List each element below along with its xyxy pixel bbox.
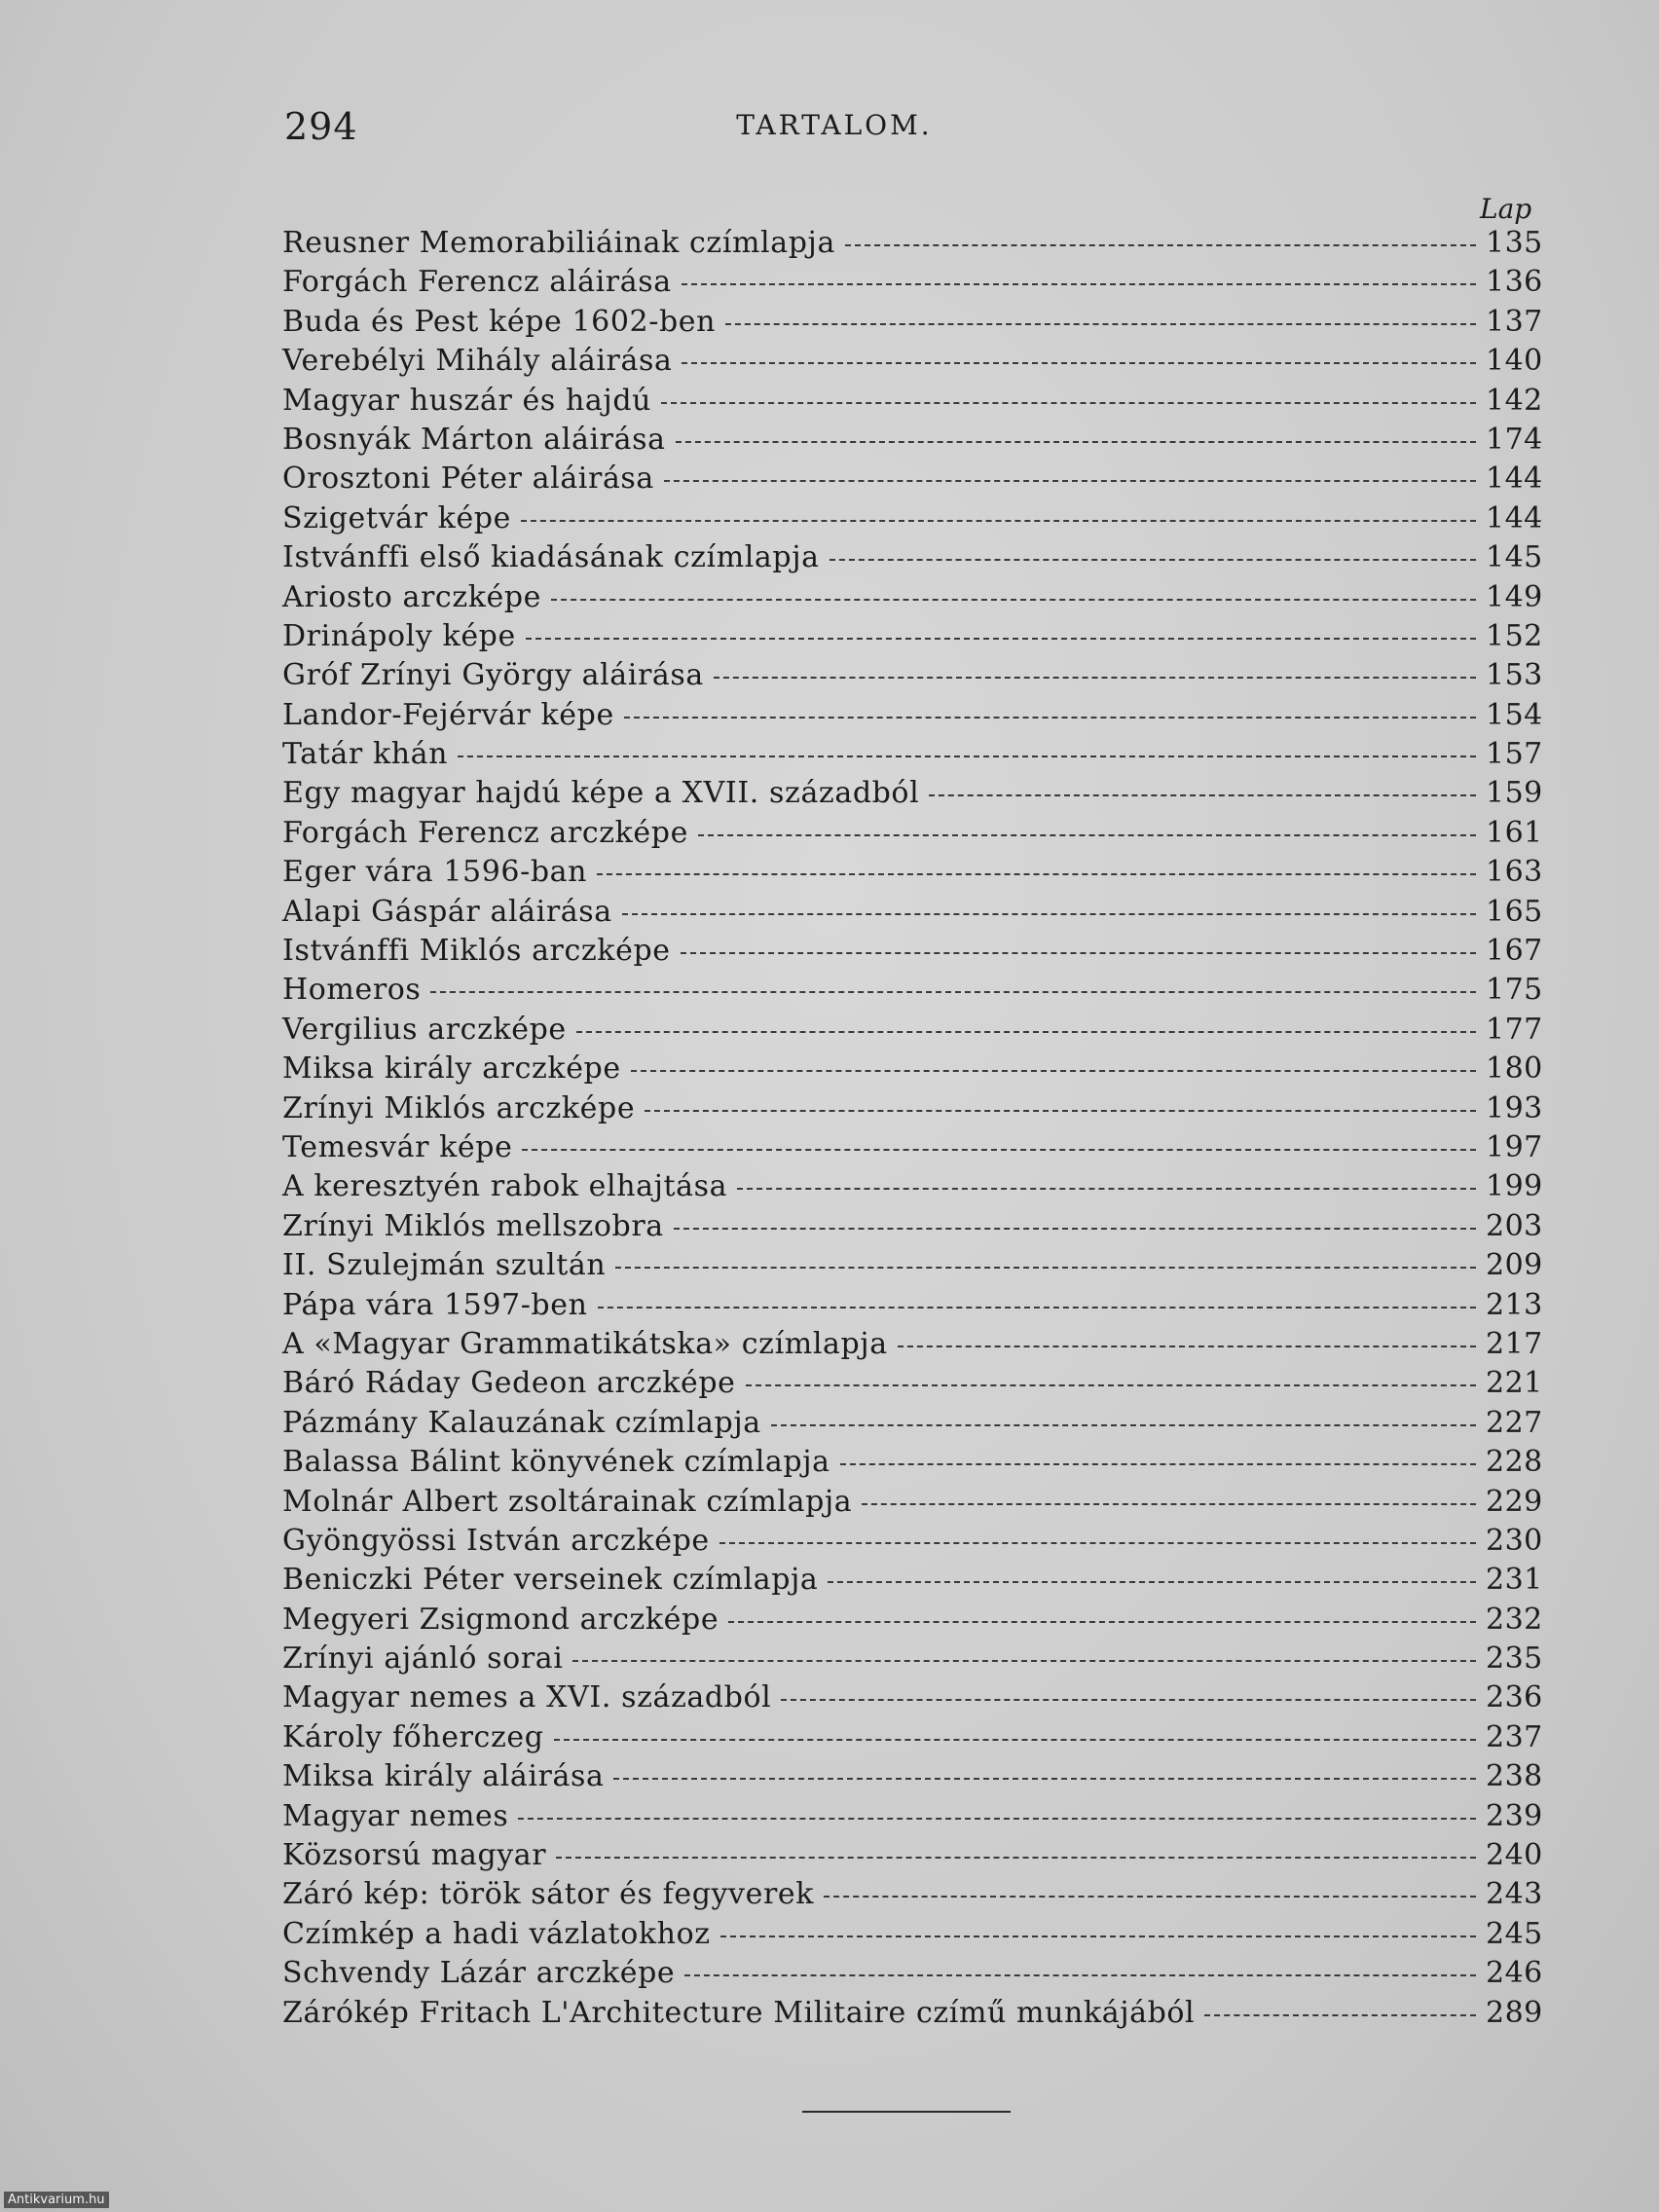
- toc-entry-page: 243: [1486, 1877, 1543, 1912]
- dot-leader: [828, 1581, 1476, 1583]
- toc-entry-title: Zrínyi Miklós mellszobra: [282, 1208, 664, 1243]
- dot-leader: [725, 323, 1476, 325]
- dot-leader: [728, 1621, 1476, 1623]
- toc-entry-title: Buda és Pest képe 1602-ben: [282, 304, 717, 339]
- toc-entry-title: Gróf Zrínyi György aláirása: [282, 658, 704, 693]
- toc-entry-page: 152: [1486, 618, 1543, 653]
- toc-entry-title: Vergilius arczképe: [282, 1012, 567, 1047]
- toc-entry-page: 238: [1486, 1759, 1543, 1794]
- toc-entry-title: Magyar nemes: [282, 1798, 509, 1833]
- toc-entry-page: 136: [1486, 265, 1543, 300]
- toc-entry: [282, 1875, 1543, 1914]
- dot-leader: [556, 1857, 1476, 1859]
- dot-leader: [631, 1070, 1476, 1072]
- toc-entry-title: Zrínyi Miklós arczképe: [282, 1090, 636, 1125]
- toc-entry: [282, 382, 1543, 421]
- dot-leader: [929, 794, 1476, 796]
- toc-entry: [282, 1443, 1543, 1482]
- toc-entry-title: Temesvár képe: [282, 1129, 513, 1164]
- toc-entry: [282, 1483, 1543, 1522]
- toc-entry: [282, 656, 1543, 695]
- dot-leader: [622, 913, 1476, 915]
- toc-entry: [282, 1167, 1543, 1206]
- toc-entry: [282, 971, 1543, 1010]
- dot-leader: [682, 362, 1476, 364]
- toc-entry-page: 149: [1486, 579, 1543, 614]
- toc-entry: [282, 1286, 1543, 1325]
- dot-leader: [661, 402, 1476, 404]
- toc-entry-title: Reusner Memorabiliáinak czímlapja: [282, 226, 835, 260]
- toc-entry-title: Alapi Gáspár aláirása: [282, 894, 612, 929]
- dot-leader: [572, 1660, 1476, 1662]
- dot-leader: [551, 599, 1476, 601]
- toc-entry-title: Balassa Bálint könyvének czímlapja: [282, 1445, 830, 1480]
- dot-leader: [681, 952, 1476, 954]
- toc-entry: [282, 1561, 1543, 1600]
- dot-leader: [518, 1818, 1476, 1820]
- dot-leader: [1204, 2014, 1476, 2016]
- toc-entry-page: 144: [1486, 461, 1543, 497]
- dot-leader: [526, 638, 1476, 640]
- toc-entry: [282, 1207, 1543, 1246]
- dot-leader: [824, 1896, 1476, 1898]
- dot-leader: [781, 1699, 1476, 1701]
- toc-entry: [282, 893, 1543, 932]
- toc-entry-title: Forgách Ferencz arczképe: [282, 815, 688, 850]
- toc-entry-page: 221: [1486, 1366, 1543, 1401]
- toc-entry: [282, 578, 1543, 617]
- toc-entry: [282, 735, 1543, 774]
- toc-entry: [282, 1325, 1543, 1364]
- toc-entry-page: 177: [1486, 1012, 1543, 1047]
- toc-entry-page: 217: [1486, 1326, 1543, 1361]
- toc-entry: [282, 460, 1543, 498]
- toc-entry: [282, 1836, 1543, 1875]
- toc-entry-title: A keresztyén rabok elhajtása: [282, 1169, 728, 1204]
- toc-entry-page: 235: [1486, 1641, 1543, 1677]
- toc-entry: [282, 1011, 1543, 1050]
- dot-leader: [840, 1463, 1476, 1465]
- dot-leader: [458, 756, 1476, 757]
- toc-entry-page: 145: [1486, 540, 1543, 575]
- toc-entry-page: 289: [1486, 1995, 1543, 2030]
- toc-entry-title: Molnár Albert zsoltárainak czímlapja: [282, 1484, 853, 1519]
- toc-entry-page: 180: [1486, 1051, 1543, 1087]
- dot-leader: [720, 1936, 1476, 1937]
- toc-entry: [282, 303, 1543, 342]
- toc-entry-page: 230: [1486, 1523, 1543, 1558]
- toc-entry-title: Homeros: [282, 973, 422, 1008]
- toc-entry-title: Ariosto arczképe: [282, 579, 542, 614]
- dot-leader: [598, 1307, 1476, 1309]
- toc-entry-title: Gyöngyössi István arczképe: [282, 1523, 710, 1558]
- dot-leader: [522, 1149, 1476, 1151]
- toc-entry-title: Pápa vára 1597-ben: [282, 1287, 588, 1322]
- toc-entry-page: 228: [1486, 1445, 1543, 1480]
- toc-entry: [282, 1678, 1543, 1717]
- dot-leader: [676, 441, 1476, 443]
- toc-entry-title: Drinápoly képe: [282, 618, 516, 653]
- toc-entry-title: Zrínyi ajánló sorai: [282, 1641, 564, 1677]
- toc-entry-page: 135: [1486, 226, 1543, 260]
- toc-entry-title: Czímkép a hadi vázlatokhoz: [282, 1916, 711, 1951]
- dot-leader: [521, 520, 1476, 522]
- toc-entry-page: 142: [1486, 383, 1543, 418]
- toc-entry-page: 213: [1486, 1287, 1543, 1322]
- toc-entry: [282, 1757, 1543, 1796]
- toc-entry-title: Tatár khán: [282, 737, 449, 772]
- toc-entry-title: Záró kép: török sátor és fegyverek: [282, 1877, 815, 1912]
- end-rule: [802, 2111, 1011, 2113]
- dot-leader: [674, 1228, 1476, 1230]
- toc-entry: [282, 1089, 1543, 1128]
- toc-entry-page: 144: [1486, 500, 1543, 535]
- toc-entry-page: 163: [1486, 855, 1543, 890]
- toc-entry-page: 209: [1486, 1248, 1543, 1283]
- toc-entry-title: Verebélyi Mihály aláirása: [282, 344, 673, 379]
- toc-entry-page: 159: [1486, 776, 1543, 811]
- toc-entry-page: 165: [1486, 894, 1543, 929]
- toc-entry-page: 161: [1486, 815, 1543, 850]
- dot-leader: [615, 1267, 1476, 1269]
- toc-entry-title: Landor-Fejérvár képe: [282, 697, 614, 732]
- dot-leader: [862, 1503, 1476, 1505]
- toc-entry: [282, 421, 1543, 460]
- toc-entry: [282, 1994, 1543, 2033]
- toc-entry-page: 140: [1486, 344, 1543, 379]
- toc-entry: [282, 342, 1543, 381]
- toc-entry-title: A «Magyar Grammatikátska» czímlapja: [282, 1326, 888, 1361]
- toc-entry-title: Magyar nemes a XVI. századból: [282, 1680, 772, 1715]
- toc-entry-title: Istvánffi első kiadásának czímlapja: [282, 540, 820, 575]
- toc-entry: [282, 263, 1543, 302]
- toc-entry-title: Miksa király aláirása: [282, 1759, 605, 1794]
- toc-entry: [282, 774, 1543, 813]
- toc-entry-page: 240: [1486, 1838, 1543, 1873]
- dot-leader: [719, 1542, 1476, 1544]
- dot-leader: [830, 559, 1476, 561]
- toc-entry-title: Magyar huszár és hajdú: [282, 383, 652, 418]
- toc-entry: [282, 1915, 1543, 1954]
- toc-entry-title: Forgách Ferencz aláirása: [282, 265, 672, 300]
- toc-entry-page: 229: [1486, 1484, 1543, 1519]
- dot-leader: [682, 283, 1476, 285]
- dot-leader: [576, 1031, 1476, 1033]
- toc-entry: [282, 1640, 1543, 1678]
- watermark: Antikvarium.hu: [4, 2192, 109, 2208]
- dot-leader: [714, 677, 1476, 679]
- toc-entry-title: Zárókép Fritach L'Architecture Militaire czímű munkájából: [282, 1995, 1196, 2030]
- toc-entry-page: 153: [1486, 658, 1543, 693]
- toc-entry-page: 227: [1486, 1405, 1543, 1440]
- dot-leader: [645, 1110, 1476, 1112]
- dot-leader: [898, 1346, 1476, 1347]
- toc-entry-page: 157: [1486, 737, 1543, 772]
- toc-entry-page: 239: [1486, 1798, 1543, 1833]
- toc-entry-title: II. Szulejmán szultán: [282, 1248, 607, 1283]
- toc-entry-title: Báró Ráday Gedeon arczképe: [282, 1366, 736, 1401]
- toc-entry: [282, 1718, 1543, 1757]
- toc-entry: [282, 1522, 1543, 1561]
- toc-entry: [282, 932, 1543, 971]
- toc-entry-page: 236: [1486, 1680, 1543, 1715]
- toc-entry: [282, 1050, 1543, 1088]
- toc-entry: [282, 1128, 1543, 1167]
- toc-entry-page: 154: [1486, 697, 1543, 732]
- toc-entry-title: Károly főherczeg: [282, 1719, 544, 1754]
- toc-entry-title: Schvendy Lázár arczképe: [282, 1956, 676, 1991]
- toc-entry-page: 175: [1486, 973, 1543, 1008]
- toc-entry-title: Miksa király arczképe: [282, 1051, 621, 1087]
- page-number: 294: [284, 105, 358, 148]
- toc-entry-page: 232: [1486, 1602, 1543, 1637]
- running-title: TARTALOM.: [736, 109, 933, 141]
- toc-entry-page: 167: [1486, 934, 1543, 969]
- dot-leader: [664, 480, 1476, 482]
- toc-entry-page: 237: [1486, 1719, 1543, 1754]
- page-column-label: Lap: [1480, 193, 1532, 225]
- toc-entry: [282, 1364, 1543, 1403]
- toc-entry-title: Istvánffi Miklós arczképe: [282, 934, 671, 969]
- dot-leader: [613, 1778, 1476, 1780]
- dot-leader: [746, 1384, 1476, 1386]
- toc-entry-page: 174: [1486, 422, 1543, 457]
- toc-entry: [282, 1797, 1543, 1836]
- toc-entry-title: Pázmány Kalauzának czímlapja: [282, 1405, 761, 1440]
- table-of-contents: [282, 224, 1543, 2033]
- toc-entry: [282, 1246, 1543, 1285]
- toc-entry-title: Beniczki Péter verseinek czímlapja: [282, 1563, 819, 1598]
- toc-entry-page: 197: [1486, 1129, 1543, 1164]
- toc-entry-page: 193: [1486, 1090, 1543, 1125]
- dot-leader: [737, 1188, 1476, 1190]
- toc-entry-title: Bosnyák Márton aláirása: [282, 422, 666, 457]
- toc-entry-page: 203: [1486, 1208, 1543, 1243]
- toc-entry-title: Közsorsú magyar: [282, 1838, 547, 1873]
- toc-entry: [282, 499, 1543, 538]
- toc-entry: [282, 1404, 1543, 1443]
- toc-entry: [282, 538, 1543, 577]
- toc-entry-title: Szigetvár képe: [282, 500, 511, 535]
- dot-leader: [554, 1739, 1476, 1741]
- toc-entry: [282, 224, 1543, 263]
- dot-leader: [624, 717, 1476, 719]
- dot-leader: [771, 1424, 1476, 1426]
- toc-entry-title: Egy magyar hajdú képe a XVII. századból: [282, 776, 920, 811]
- toc-entry-page: 199: [1486, 1169, 1543, 1204]
- toc-entry: [282, 814, 1543, 853]
- dot-leader: [845, 244, 1476, 246]
- toc-entry-title: Megyeri Zsigmond arczképe: [282, 1602, 719, 1637]
- toc-entry: [282, 853, 1543, 892]
- toc-entry-title: Eger vára 1596-ban: [282, 855, 588, 890]
- dot-leader: [684, 1974, 1476, 1976]
- toc-entry-page: 245: [1486, 1916, 1543, 1951]
- dot-leader: [430, 991, 1476, 993]
- toc-entry: [282, 1954, 1543, 1993]
- toc-entry-title: Orosztoni Péter aláirása: [282, 461, 654, 497]
- dot-leader: [597, 873, 1476, 875]
- toc-entry: [282, 617, 1543, 656]
- dot-leader: [698, 834, 1476, 836]
- toc-entry: [282, 1601, 1543, 1640]
- toc-entry: [282, 696, 1543, 735]
- toc-entry-page: 231: [1486, 1563, 1543, 1598]
- toc-entry-page: 137: [1486, 304, 1543, 339]
- toc-entry-page: 246: [1486, 1956, 1543, 1991]
